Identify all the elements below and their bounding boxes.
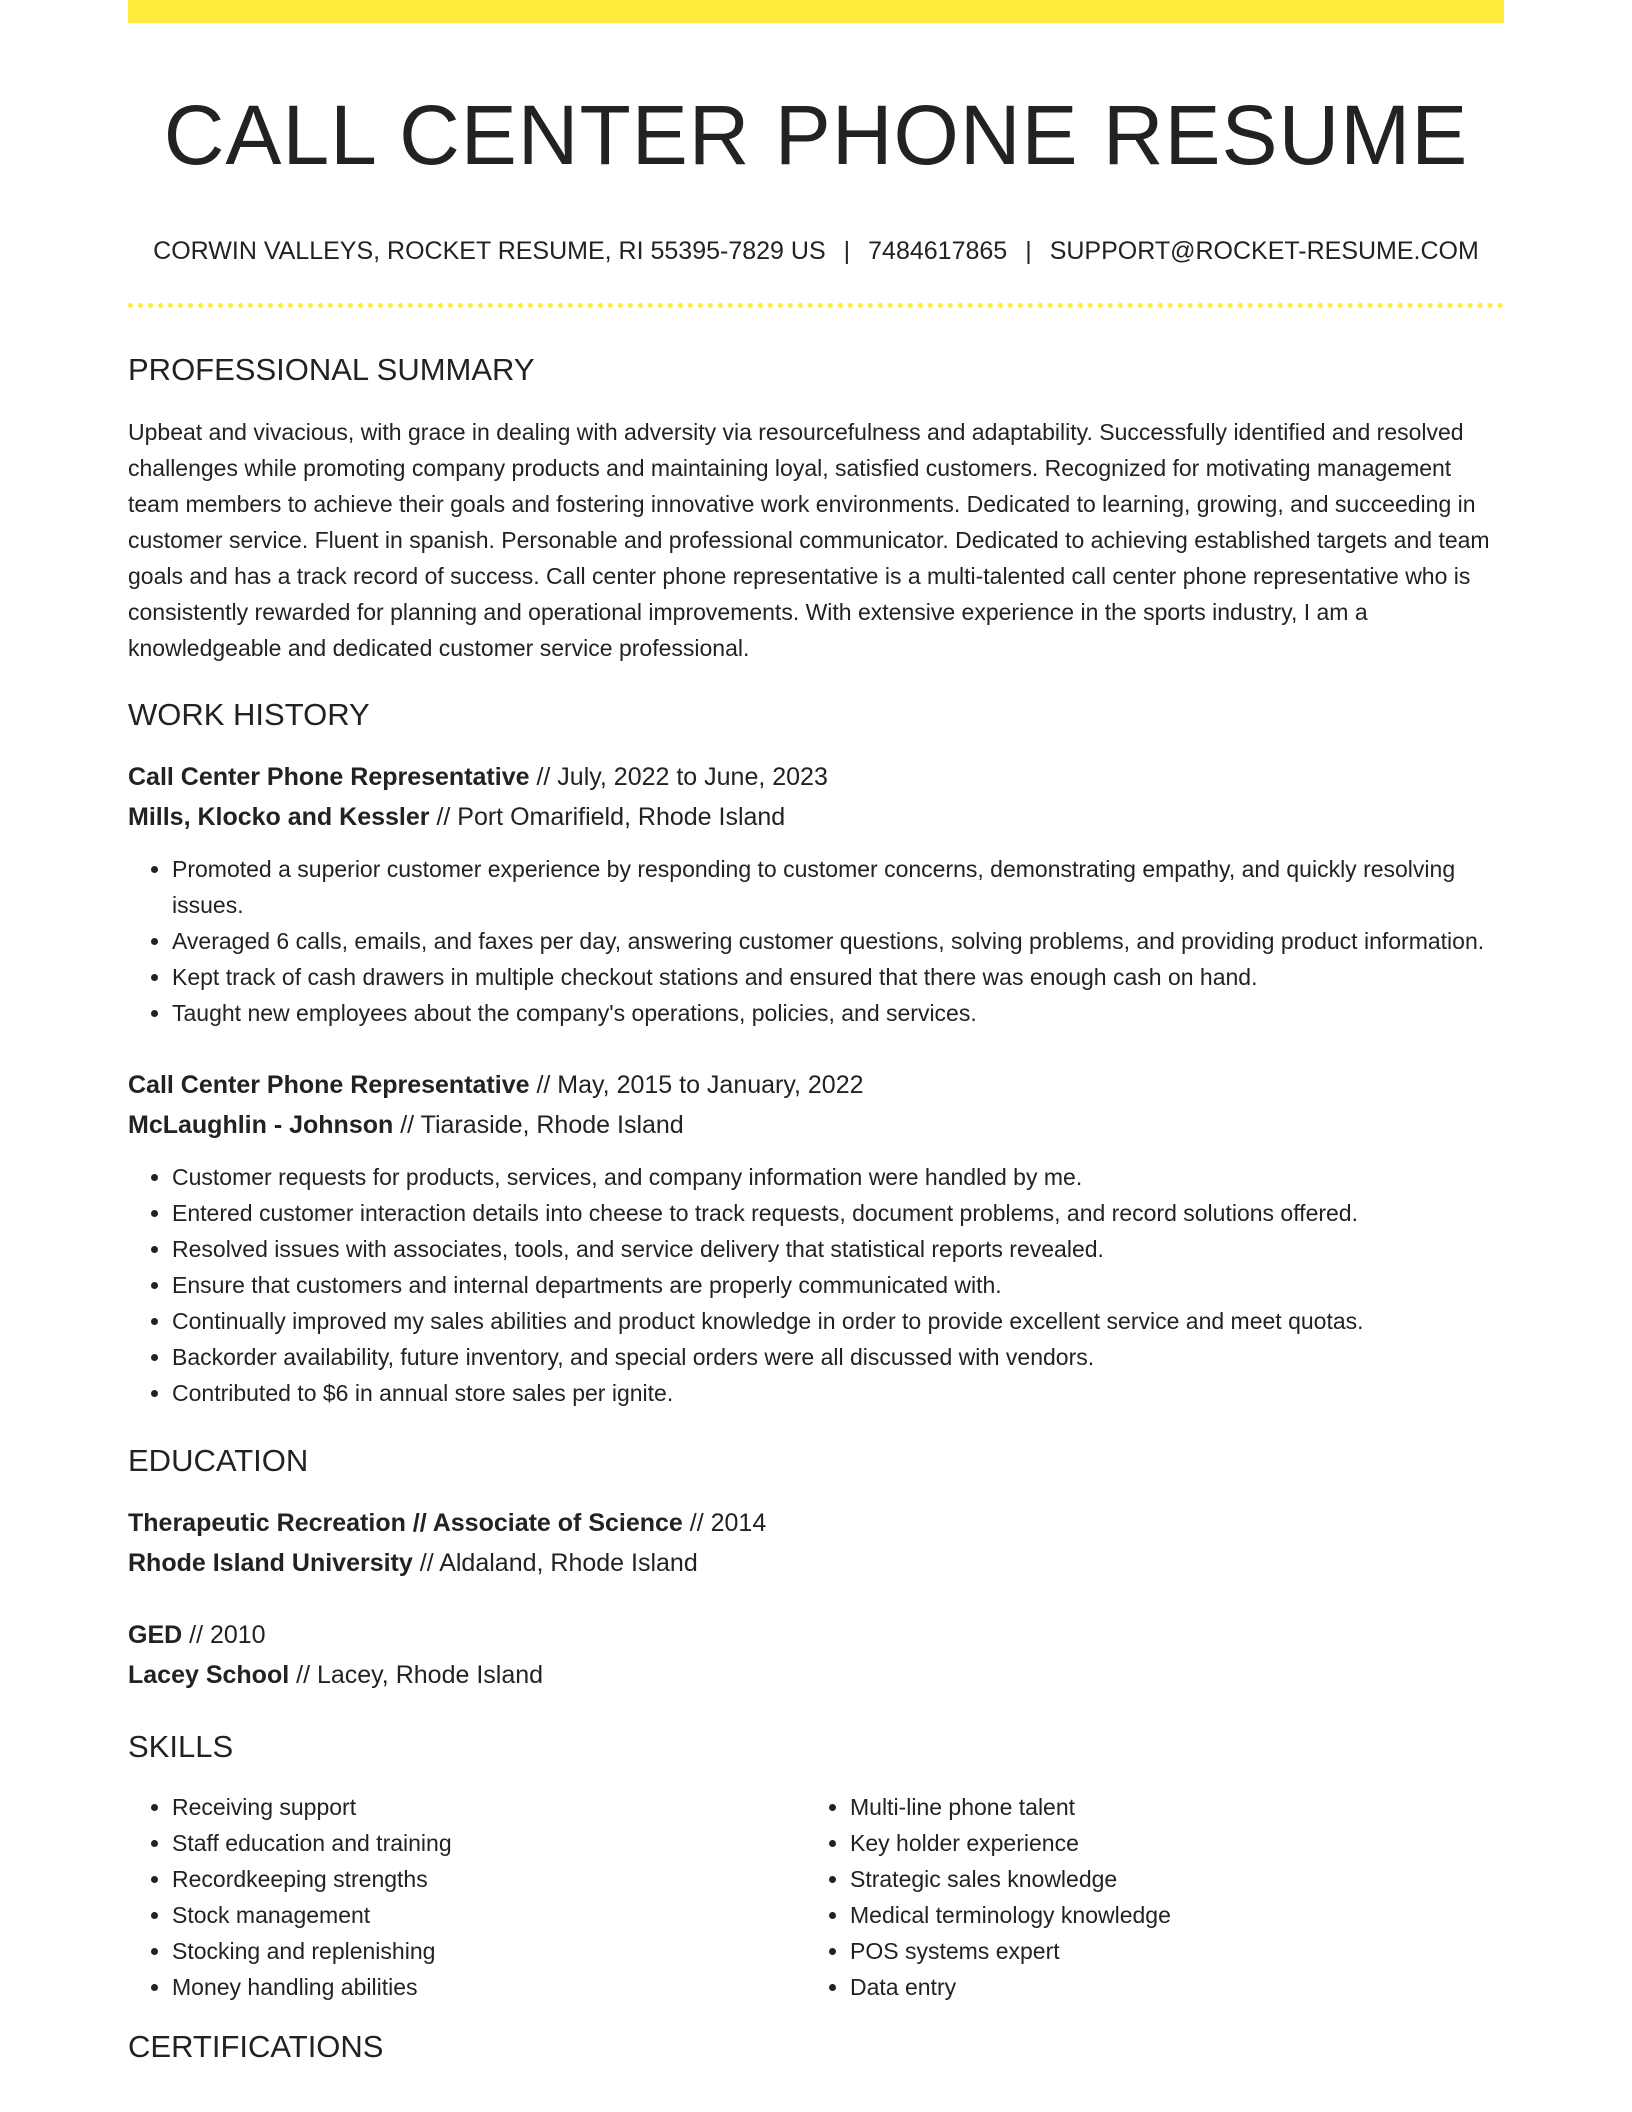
job-company-line (128, 1105, 1504, 1145)
list-item: • Key holder experience (850, 1825, 1484, 1861)
contact-address: CORWIN VALLEYS, ROCKET RESUME, RI 55395-7829 US (153, 237, 826, 265)
work-history-heading: WORK HISTORY (128, 697, 370, 732)
job-dates: // May, 2015 to January, 2022 (529, 1071, 864, 1099)
list-item: • Recordkeeping strengths (172, 1861, 806, 1897)
list-item: • Medical terminology knowledge (850, 1897, 1484, 1933)
list-item: • Contributed to $6 in annual store sales per ignite. (172, 1375, 1504, 1411)
job-title-line (128, 1065, 1504, 1105)
summary-heading: PROFESSIONAL SUMMARY (128, 352, 535, 387)
skills-list-right (806, 1789, 1484, 2005)
list-item: • Stock management (172, 1897, 806, 1933)
education-school-line (128, 1543, 1504, 1583)
list-item: • Taught new employees about the company's operations, policies, and services. (172, 995, 1504, 1031)
list-item: • Entered customer interaction details into cheese to track requests, document problems, and record solutions offered. (172, 1195, 1504, 1231)
list-item: • Customer requests for products, services, and company information were handled by me. (172, 1159, 1504, 1195)
education-school: Lacey School (128, 1661, 290, 1689)
list-item: • POS systems expert (850, 1933, 1484, 1969)
education-degree: Therapeutic Recreation // Associate of Science (128, 1509, 683, 1537)
contact-separator: | (1025, 237, 1032, 265)
job-company: Mills, Klocko and Kessler (128, 803, 430, 831)
skills-list-left (128, 1789, 806, 2005)
education-school: Rhode Island University (128, 1549, 413, 1577)
list-item: • Resolved issues with associates, tools, and service delivery that statistical reports revealed. (172, 1231, 1504, 1267)
list-item: • Money handling abilities (172, 1969, 806, 2005)
list-item: • Staff education and training (172, 1825, 806, 1861)
education-degree-line (128, 1615, 1504, 1655)
resume-title: CALL CENTER PHONE RESUME (163, 88, 1469, 182)
summary-text: Upbeat and vivacious, with grace in dealing with adversity via resourcefulness and adaptability. Successfully identified and resolved challenges while promoting company products and maintaining loyal, satisfied customers. Recognized for motivating management team members to achieve their goals and fostering innovative work environments. Dedicated to learning, growing, and succeeding in customer service. Fluent in spanish. Personable and professional communicator. Dedicated to achieving established targets and team goals and has a track record of success. Call center phone representative is a multi-talented call center phone representative who is consistently rewarded for planning and operational improvements. With extensive experience in the sports industry, I am a knowledgeable and dedicated customer service professional. (128, 419, 1490, 661)
resume-page (128, 0, 1504, 2067)
job-company: McLaughlin - Johnson (128, 1111, 394, 1139)
education-location: // Aldaland, Rhode Island (412, 1549, 698, 1577)
dotted-divider (128, 303, 1504, 308)
job-location: // Tiaraside, Rhode Island (393, 1111, 684, 1139)
education-entry (128, 1503, 1504, 1583)
job-company-line (128, 797, 1504, 837)
education-degree: GED (128, 1621, 183, 1649)
education-year: // 2010 (182, 1621, 266, 1649)
list-item: • Kept track of cash drawers in multiple checkout stations and ensured that there was enough cash on hand. (172, 959, 1504, 995)
list-item: • Stocking and replenishing (172, 1933, 806, 1969)
contact-phone: 7484617865 (868, 237, 1008, 265)
contact-line (128, 235, 1504, 267)
list-item: • Promoted a superior customer experience by responding to customer concerns, demonstrating empathy, and quickly resolving issues. (172, 851, 1504, 923)
education-school-line (128, 1655, 1504, 1695)
contact-separator: | (843, 237, 851, 265)
skills-columns (128, 1789, 1504, 2005)
skills-heading: SKILLS (128, 1729, 234, 1764)
education-heading: EDUCATION (128, 1443, 309, 1478)
education-entry (128, 1615, 1504, 1695)
list-item: • Continually improved my sales abilities and product knowledge in order to provide excellent service and meet quotas. (172, 1303, 1504, 1339)
job-entry (128, 757, 1504, 1031)
education-year: // 2014 (682, 1509, 767, 1537)
job-entry (128, 1065, 1504, 1411)
education-degree-line (128, 1503, 1504, 1543)
list-item: • Receiving support (172, 1789, 806, 1825)
accent-top-bar (128, 0, 1504, 23)
job-location: // Port Omarifield, Rhode Island (429, 803, 786, 831)
list-item: • Ensure that customers and internal departments are properly communicated with. (172, 1267, 1504, 1303)
list-item: • Averaged 6 calls, emails, and faxes per day, answering customer questions, solving problems, and providing product information. (172, 923, 1504, 959)
list-item: • Multi-line phone talent (850, 1789, 1484, 1825)
list-item: • Backorder availability, future inventory, and special orders were all discussed with vendors. (172, 1339, 1504, 1375)
job-dates: // July, 2022 to June, 2023 (529, 763, 828, 791)
job-bullets (128, 851, 1504, 1031)
contact-email: SUPPORT@ROCKET-RESUME.COM (1049, 237, 1479, 265)
list-item: • Strategic sales knowledge (850, 1861, 1484, 1897)
job-title: Call Center Phone Representative (128, 763, 530, 791)
job-title-line (128, 757, 1504, 797)
job-title: Call Center Phone Representative (128, 1071, 530, 1099)
list-item: • Data entry (850, 1969, 1484, 2005)
certifications-heading: CERTIFICATIONS (128, 2029, 384, 2064)
job-bullets (128, 1159, 1504, 1411)
education-location: // Lacey, Rhode Island (289, 1661, 544, 1689)
